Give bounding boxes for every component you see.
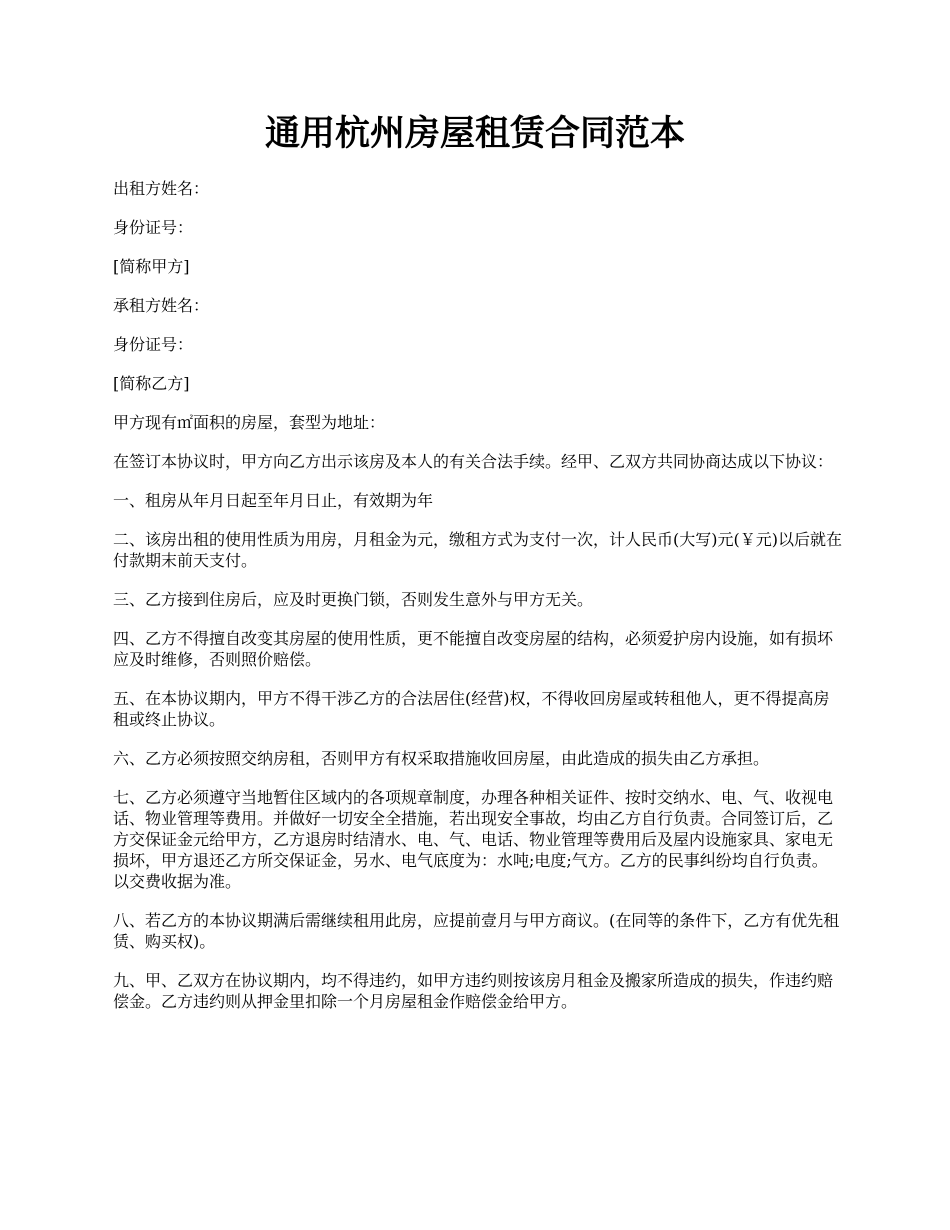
lessee-name-line: 承租方姓名：: [113, 296, 210, 315]
clause-5: 五、在本协议期内，甲方不得干涉乙方的合法居住(经营)权，不得收回房屋或转租他人，更不得提高房租或终止协议。: [113, 689, 830, 729]
lessor-name-line: 出租方姓名：: [113, 179, 210, 198]
clause-1: 一、租房从年月日起至年月日止，有效期为年: [113, 491, 434, 510]
property-description: 甲方现有㎡面积的房屋，套型为地址：: [113, 413, 386, 432]
clause-7: 七、乙方必须遵守当地暂住区域内的各项规章制度，办理各种相关证件、按时交纳水、电、气、收视电话、物业管理等费用。并做好一切安全全措施，若出现安全事故，均由乙方自行负责。合同签订后，乙方交保证金元给甲方，乙方退房时结清水、电、气、电话、物业管理等费用后及屋内设施家具、家电无损坏，甲方退还乙方所交保证金，另水、电气底度为：水吨;电度;气方。乙方的民事纠纷均自行负责。以交费收据为准。: [113, 788, 834, 891]
lessee-id-line: 身份证号：: [113, 335, 194, 354]
clause-2: 二、该房出租的使用性质为用房，月租金为元，缴租方式为支付一次，计人民币(大写)元(￥元)以后就在付款期末前天支付。: [113, 530, 842, 570]
document-title: 通用杭州房屋租赁合同范本: [264, 113, 685, 154]
preamble-paragraph: 在签订本协议时，甲方向乙方出示该房及本人的有关合法手续。经甲、乙双方共同协商达成以下协议：: [113, 452, 834, 471]
clause-4: 四、乙方不得擅自改变其房屋的使用性质，更不能擅自改变房屋的结构，必须爱护房内设施，如有损坏应及时维修，否则照价赔偿。: [113, 629, 834, 669]
lessor-id-line: 身份证号：: [113, 218, 194, 237]
clause-8: 八、若乙方的本协议期满后需继续租用此房，应提前壹月与甲方商议。(在同等的条件下，乙方有优先租赁、购买权)。: [113, 911, 840, 951]
document-body: [113, 178, 843, 1030]
clause-3: 三、乙方接到住房后，应及时更换门锁，否则发生意外与甲方无关。: [113, 590, 594, 609]
party-b-alias: [简称乙方]: [113, 374, 190, 393]
clause-9: 九、甲、乙双方在协议期内，均不得违约，如甲方违约则按该房月租金及搬家所造成的损失，作违约赔偿金。乙方违约则从押金里扣除一个月房屋租金作赔偿金给甲方。: [113, 971, 834, 1011]
clause-6: 六、乙方必须按照交纳房租，否则甲方有权采取措施收回房屋，由此造成的损失由乙方承担。: [113, 749, 770, 768]
party-a-alias: [简称甲方]: [113, 257, 190, 276]
